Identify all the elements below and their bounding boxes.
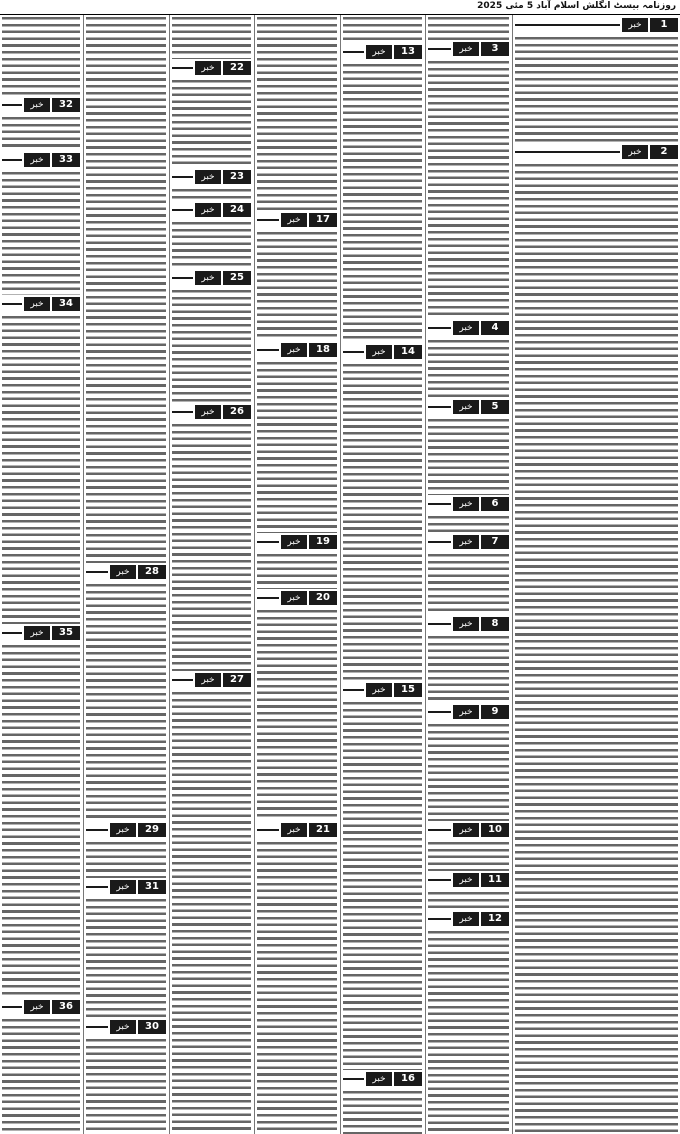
news-item-number: 5 [481,400,509,414]
news-item-number: 3 [481,42,509,56]
news-item-number: 11 [481,873,509,887]
news-item-mark: خبر [195,405,221,419]
article-text [0,170,82,295]
news-item-mark: خبر [453,823,479,837]
article-text [170,288,253,403]
news-item-mark: خبر [24,1000,50,1014]
text-lines [172,690,251,1134]
text-lines [428,338,509,398]
text-lines [2,170,80,295]
article-text [0,314,82,624]
text-lines [428,890,509,910]
article-text [341,1089,424,1134]
news-item-mark: خبر [453,617,479,631]
news-item-rule [172,411,193,413]
text-lines [428,514,509,533]
article-text [513,162,680,1134]
text-lines [428,929,509,1134]
news-item-header [2,153,80,167]
text-lines [172,220,251,269]
text-lines [343,1089,422,1134]
news-item-mark: خبر [195,673,221,687]
news-item-header [2,98,80,112]
article-text [513,35,680,143]
article-text [0,643,82,998]
article-text [426,15,511,40]
news-item-mark: خبر [453,535,479,549]
news-item-mark: خبر [366,683,392,697]
news-item-header [172,673,251,687]
text-lines [172,288,251,403]
news-item-mark: خبر [281,213,307,227]
article-text [170,15,253,59]
masthead [0,0,680,15]
article-text [426,890,511,910]
text-lines [172,15,251,59]
article-text [255,552,339,589]
text-lines [2,643,80,998]
column-rule [512,15,513,1134]
news-item-rule [428,918,451,920]
text-lines [343,362,422,681]
news-item-rule [2,1006,22,1008]
news-item-mark: خبر [110,823,136,837]
news-item-mark: خبر [281,535,307,549]
news-item-header [172,61,251,75]
news-item-number: 22 [223,61,251,75]
news-item-number: 34 [52,297,80,311]
column-rule [83,15,84,1134]
column-rule [169,15,170,1134]
news-item-rule [172,209,193,211]
news-item-rule [86,886,108,888]
article-text [426,634,511,703]
news-item-number: 24 [223,203,251,217]
news-item-mark: خبر [281,343,307,357]
news-item-header [343,1072,422,1086]
article-text [426,552,511,615]
news-item-number: 35 [52,626,80,640]
text-lines [86,1037,166,1134]
news-item-header [172,271,251,285]
news-item-number: 13 [394,45,422,59]
news-item-number: 16 [394,1072,422,1086]
column-2 [426,15,511,1134]
text-lines [2,314,80,624]
article-text [255,230,339,341]
news-item-rule [257,349,279,351]
news-item-number: 7 [481,535,509,549]
news-item-rule [428,829,451,831]
news-item-number: 31 [138,880,166,894]
news-item-number: 36 [52,1000,80,1014]
article-text [255,840,339,1134]
news-item-header [428,912,509,926]
article-text [255,15,339,211]
text-lines [343,15,422,43]
news-item-number: 2 [650,145,678,159]
article-text [0,15,82,96]
news-item-rule [172,176,193,178]
news-item-header [86,1020,166,1034]
text-lines [515,162,678,1134]
text-lines [172,422,251,671]
text-lines [428,840,509,871]
news-item-number: 28 [138,565,166,579]
text-lines [2,115,80,151]
news-item-header [257,343,337,357]
news-item-header [428,873,509,887]
news-item-number: 33 [52,153,80,167]
news-item-rule [428,541,451,543]
news-item-header [257,823,337,837]
text-lines [515,35,678,143]
article-text [341,362,424,681]
news-item-rule [172,67,193,69]
news-item-number: 18 [309,343,337,357]
column-3 [341,15,424,1134]
news-item-rule [2,303,22,305]
news-item-number: 1 [650,18,678,32]
text-lines [257,230,337,341]
article-text [341,62,424,343]
news-item-mark: خبر [24,626,50,640]
news-item-header [257,535,337,549]
news-item-header [343,345,422,359]
news-item-header [428,823,509,837]
news-item-mark: خبر [24,297,50,311]
news-item-rule [428,48,451,50]
news-item-number: 32 [52,98,80,112]
news-item-number: 14 [394,345,422,359]
news-item-header [86,823,166,837]
text-lines [257,15,337,211]
news-item-header [428,497,509,511]
text-lines [2,1017,80,1134]
article-text [426,929,511,1134]
text-lines [343,700,422,1070]
news-item-header [428,705,509,719]
news-item-mark: خبر [281,591,307,605]
news-item-header [257,213,337,227]
news-item-header [172,405,251,419]
article-text [0,115,82,151]
news-item-rule [343,1078,364,1080]
news-item-header [343,683,422,697]
article-text [170,78,253,168]
column-4 [255,15,339,1134]
article-text [426,840,511,871]
news-item-mark: خبر [366,45,392,59]
text-lines [86,582,166,821]
text-lines [2,15,80,96]
news-item-rule [172,277,193,279]
news-item-mark: خبر [195,203,221,217]
news-item-rule [2,632,22,634]
article-text [84,897,168,1018]
news-item-number: 17 [309,213,337,227]
news-item-rule [257,829,279,831]
news-item-rule [2,159,22,161]
text-lines [86,840,166,878]
news-item-mark: خبر [110,880,136,894]
news-item-rule [428,327,451,329]
text-lines [86,897,166,1018]
column-7 [0,15,82,1134]
news-item-mark: خبر [453,400,479,414]
column-rule [425,15,426,1134]
news-item-mark: خبر [195,170,221,184]
news-item-number: 27 [223,673,251,687]
column-rule [340,15,341,1134]
news-item-header [515,18,678,32]
article-text [84,840,168,878]
article-text [426,514,511,533]
news-item-number: 8 [481,617,509,631]
news-item-header [2,626,80,640]
news-item-number: 30 [138,1020,166,1034]
news-item-header [257,591,337,605]
news-item-rule [172,679,193,681]
news-item-rule [257,541,279,543]
news-item-header [86,565,166,579]
news-item-mark: خبر [195,271,221,285]
news-item-header [172,203,251,217]
article-text [84,15,168,563]
news-item-header [428,42,509,56]
article-text [0,1017,82,1134]
text-lines [428,722,509,821]
news-item-header [86,880,166,894]
news-item-header [2,1000,80,1014]
news-item-mark: خبر [453,42,479,56]
news-item-header [428,535,509,549]
column-1 [513,15,680,1134]
news-item-mark: خبر [24,98,50,112]
text-lines [428,552,509,615]
news-item-rule [428,623,451,625]
news-item-mark: خبر [453,912,479,926]
news-item-number: 21 [309,823,337,837]
article-text [84,1037,168,1134]
news-item-rule [428,406,451,408]
news-item-mark: خبر [110,1020,136,1034]
news-item-mark: خبر [453,321,479,335]
news-item-mark: خبر [110,565,136,579]
news-item-mark: خبر [453,705,479,719]
news-item-rule [86,571,108,573]
article-text [84,582,168,821]
news-item-rule [343,51,364,53]
news-item-rule [343,351,364,353]
text-lines [428,15,509,40]
news-item-number: 23 [223,170,251,184]
news-item-mark: خبر [622,18,648,32]
news-item-rule [428,711,451,713]
news-item-rule [86,829,108,831]
news-item-header [343,45,422,59]
text-lines [257,608,337,821]
news-item-mark: خبر [195,61,221,75]
text-lines [257,360,337,533]
text-lines [172,187,251,201]
article-text [426,417,511,495]
text-lines [86,15,166,563]
article-text [170,187,253,201]
text-lines [257,840,337,1134]
article-text [255,360,339,533]
news-item-mark: خبر [24,153,50,167]
article-text [255,608,339,821]
news-item-header [515,145,678,159]
news-item-header [2,297,80,311]
news-item-rule [428,503,451,505]
news-item-rule [86,1026,108,1028]
article-text [426,722,511,821]
text-lines [172,78,251,168]
article-text [341,700,424,1070]
news-item-rule [257,219,279,221]
article-text [170,422,253,671]
news-item-number: 29 [138,823,166,837]
article-text [170,220,253,269]
article-text [426,338,511,398]
news-item-number: 20 [309,591,337,605]
text-lines [428,59,509,319]
column-rule [254,15,255,1134]
news-item-rule [2,104,22,106]
news-item-mark: خبر [366,1072,392,1086]
news-item-number: 9 [481,705,509,719]
text-lines [343,62,422,343]
article-text [426,59,511,319]
news-item-number: 25 [223,271,251,285]
text-lines [428,417,509,495]
news-item-mark: خبر [622,145,648,159]
news-item-rule [515,24,620,26]
news-item-rule [343,689,364,691]
news-item-number: 10 [481,823,509,837]
news-item-rule [515,151,620,153]
news-item-number: 4 [481,321,509,335]
column-5 [170,15,253,1134]
masthead-title: روزنامہ بیسٹ انگلش اسلام آباد 5 مئی 2025 [477,1,676,11]
news-item-header [428,321,509,335]
news-item-header [428,617,509,631]
news-item-mark: خبر [453,497,479,511]
column-6 [84,15,168,1134]
article-text [341,15,424,43]
news-item-mark: خبر [453,873,479,887]
news-item-number: 12 [481,912,509,926]
news-item-number: 15 [394,683,422,697]
news-item-header [172,170,251,184]
news-item-header [428,400,509,414]
news-item-number: 19 [309,535,337,549]
news-item-mark: خبر [281,823,307,837]
news-item-number: 6 [481,497,509,511]
text-lines [257,552,337,589]
text-lines [428,634,509,703]
news-item-number: 26 [223,405,251,419]
news-item-rule [257,597,279,599]
news-item-mark: خبر [366,345,392,359]
news-item-rule [428,879,451,881]
article-text [170,690,253,1134]
